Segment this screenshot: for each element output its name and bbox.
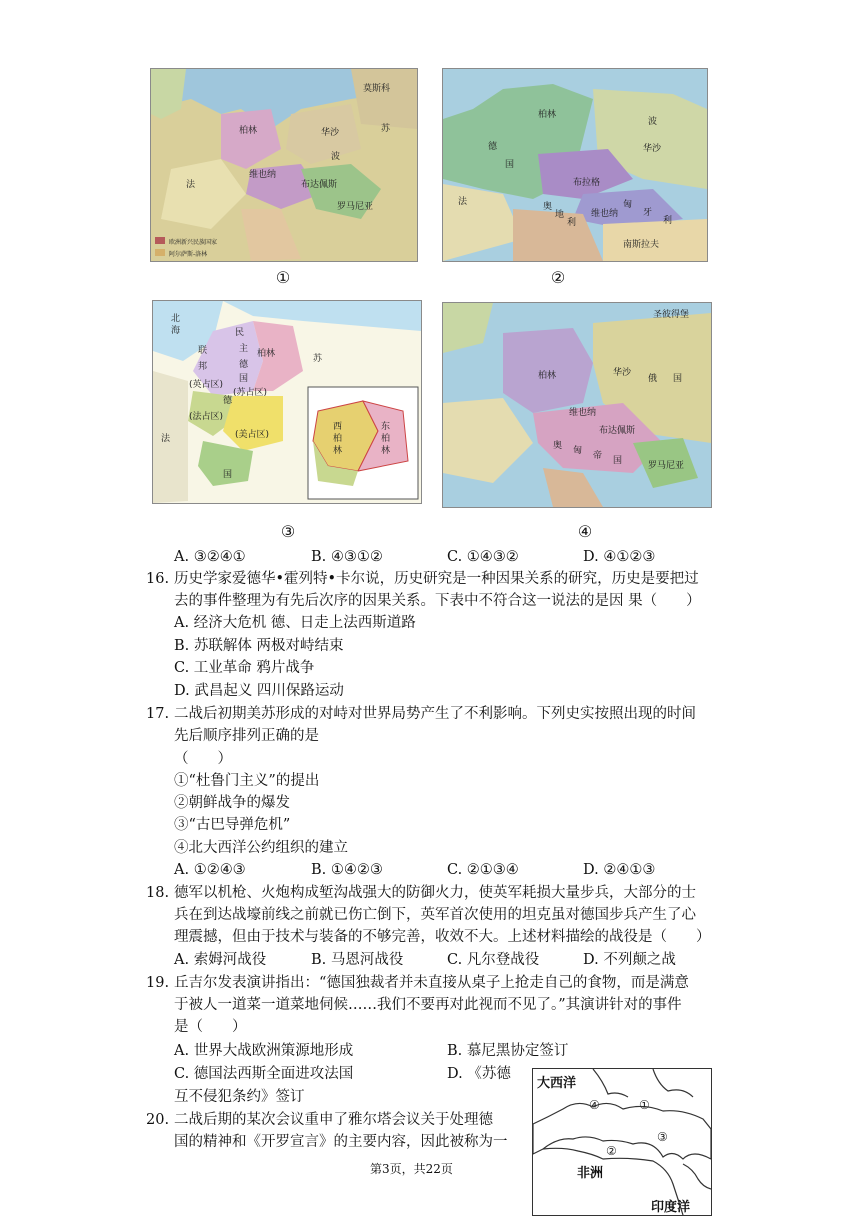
map-4-label: 帝	[593, 451, 603, 461]
map-2-label: 德	[488, 142, 498, 152]
q19-stem: 是（ ）	[174, 1019, 247, 1035]
map-2-label: 华沙	[643, 144, 662, 154]
q16-stem: 历史学家爱德华•霍列特•卡尔说，历史研究是一种因果关系的研究，历史是要把过	[174, 571, 699, 587]
map-1-label: 法	[186, 180, 196, 190]
map-1-legend: 欧洲新兴民族国家	[169, 239, 218, 246]
map-3-inset-label: 林	[381, 446, 391, 456]
map-2-label: 地	[555, 210, 565, 220]
map-2-label: 匈	[623, 200, 633, 210]
map-2-label: 奥	[543, 202, 553, 212]
q15-option-d: D. ④①②③	[583, 549, 656, 565]
map-3-label: 邦	[198, 362, 208, 372]
map-1-label: 波	[331, 152, 341, 162]
q17-item: ③“古巴导弹危机”	[174, 817, 291, 833]
q17-option-c: C. ②①③④	[447, 862, 519, 878]
map-5-label-atlantic: 大西洋	[537, 1076, 577, 1091]
map-1-label: 华沙	[321, 128, 340, 138]
map-3-label: 国	[239, 374, 249, 384]
map-1-caption: ①	[275, 268, 291, 287]
q19-number: 19.	[146, 975, 170, 991]
q18-option-c: C. 凡尔登战役	[447, 952, 540, 968]
map-3-label: (苏占区)	[233, 388, 268, 398]
map-2-caption: ②	[550, 268, 566, 287]
map-4-label: 华沙	[613, 368, 632, 378]
q19-option-d-cont: 互不侵犯条约》签订	[174, 1089, 305, 1105]
q17-item: ②朝鲜战争的爆发	[174, 795, 290, 811]
q17-stem: 先后顺序排列正确的是	[174, 728, 319, 744]
q20-stem: 二战后期的某次会议重申了雅尔塔会议关于处理德	[174, 1112, 493, 1128]
q17-item: ①“杜鲁门主义”的提出	[174, 773, 320, 789]
map-2-label: 维也纳	[591, 209, 619, 219]
map-3-label: 德	[239, 360, 249, 370]
q16-option-a: A. 经济大危机 德、日走上法西斯道路	[174, 615, 416, 631]
q19-option-a: A. 世界大战欧洲策源地形成	[174, 1043, 354, 1059]
map-5-marker-3: ③	[657, 1130, 668, 1144]
q18-stem: 理震撼，但由于技术与装备的不够完善，收效不大。上述材料描绘的战役是（ ）	[174, 929, 711, 945]
q17-item: ④北大西洋公约组织的建立	[174, 840, 348, 856]
map-4-label: 匈	[573, 446, 583, 456]
map-4-label: 布达佩斯	[599, 426, 636, 436]
map-5-label-africa: 非洲	[577, 1166, 604, 1181]
map-3-label: 海	[171, 326, 181, 336]
map-4-label: 罗马尼亚	[648, 461, 685, 471]
map-3	[152, 300, 422, 504]
q18-option-d: D. 不列颠之战	[583, 952, 676, 968]
q17-option-b: B. ①④②③	[311, 862, 383, 878]
q18-option-b: B. 马恩河战役	[311, 952, 404, 968]
q16-option-b: B. 苏联解体 两极对峙结束	[174, 638, 344, 654]
map-3-label: 主	[239, 344, 249, 354]
map-1-label: 布达佩斯	[301, 180, 338, 190]
map-1-label: 罗马尼亚	[337, 202, 374, 212]
map-4-label: 国	[673, 374, 683, 384]
q17-option-a: A. ①②④③	[174, 862, 246, 878]
map-1	[150, 68, 418, 262]
q19-option-d: D. 《苏德	[447, 1066, 511, 1082]
map-2-label: 柏林	[538, 110, 557, 120]
map-3-label: 德	[223, 396, 233, 406]
q19-stem: 丘吉尔发表演讲指出：“德国独裁者并未直接从桌子上抢走自己的食物，而是满意	[174, 975, 689, 991]
q18-stem: 德军以机枪、火炮构成堑沟战强大的防御火力，使英军耗损大量步兵，大部分的士	[174, 885, 696, 901]
q16-option-c: C. 工业革命 鸦片战争	[174, 660, 315, 676]
map-3-label: 北	[171, 314, 181, 324]
map-3-label: 联	[198, 346, 208, 356]
map-4-label: 柏林	[538, 371, 557, 381]
map-5-marker-2: ②	[606, 1144, 617, 1158]
map-2-label: 法	[458, 197, 468, 207]
q19-option-c: C. 德国法西斯全面进攻法国	[174, 1066, 354, 1082]
map-5	[532, 1068, 712, 1216]
q20-number: 20.	[146, 1112, 170, 1128]
map-4-label: 俄	[648, 374, 658, 384]
map-3-inset-label: 林	[333, 446, 343, 456]
page-footer: 第3页，共22页	[370, 1162, 453, 1176]
q17-stem: （ ）	[174, 751, 232, 767]
q16-option-d: D. 武昌起义 四川保路运动	[174, 683, 344, 699]
map-2-label: 波	[648, 117, 658, 127]
map-4-label: 奥	[553, 441, 563, 451]
map-3-label: (美占区)	[235, 430, 270, 440]
map-3-inset-label: 柏	[333, 434, 343, 444]
q15-option-a: A. ③②④①	[174, 549, 246, 565]
map-3-label: 法	[161, 434, 171, 444]
map-3-inset-label: 东	[381, 422, 391, 432]
map-4-label: 维也纳	[569, 408, 597, 418]
q16-number: 16.	[146, 571, 170, 587]
map-3-label: 苏	[313, 354, 323, 364]
map-1-label: 苏	[381, 124, 391, 134]
map-3-label: 国	[223, 470, 233, 480]
map-3-label: 柏林	[257, 349, 276, 359]
q15-option-c: C. ①④③②	[447, 549, 519, 565]
map-5-marker-1: ①	[639, 1098, 650, 1112]
map-3-label: (法占区)	[189, 412, 224, 422]
q18-stem: 兵在到达战壕前线之前就已伤亡倒下，英军首次使用的坦克虽对德国步兵产生了心	[174, 907, 696, 923]
map-4	[442, 302, 712, 508]
q19-stem: 于被人一道菜一道菜地伺候……我们不要再对此视而不见了。”其演讲针对的事件	[174, 997, 682, 1013]
q19-option-b: B. 慕尼黑协定签订	[447, 1043, 569, 1059]
map-4-label: 圣彼得堡	[653, 310, 690, 320]
map-3-label: (英占区)	[189, 380, 224, 390]
map-3-inset-label: 西	[333, 422, 343, 432]
q20-stem: 国的精神和《开罗宣言》的主要内容，因此被称为一	[174, 1134, 508, 1150]
map-2-label: 利	[663, 216, 673, 226]
map-3-inset-label: 柏	[381, 434, 391, 444]
map-5-marker-4: ④	[589, 1098, 600, 1112]
map-3-label: 民	[235, 328, 245, 338]
q16-stem: 去的事件整理为有先后次序的因果关系。下表中不符合这一说法的是因 果（ ）	[174, 593, 701, 609]
q18-number: 18.	[146, 885, 170, 901]
map-2	[442, 68, 708, 262]
map-1-label: 莫斯科	[363, 84, 391, 94]
q18-option-a: A. 索姆河战役	[174, 952, 267, 968]
map-4-label: 国	[613, 456, 623, 466]
q17-number: 17.	[146, 706, 170, 722]
map-2-label: 牙	[643, 208, 653, 218]
map-1-legend: 阿尔萨斯-洛林	[169, 251, 208, 258]
map-2-label: 国	[505, 160, 515, 170]
map-2-label: 南斯拉夫	[623, 240, 660, 250]
map-1-label: 维也纳	[249, 170, 277, 180]
map-2-label: 利	[567, 218, 577, 228]
map-1-label: 柏林	[239, 126, 258, 136]
q15-option-b: B. ④③①②	[311, 549, 383, 565]
q17-option-d: D. ②④①③	[583, 862, 656, 878]
map-5-label-indian-ocean: 印度洋	[651, 1200, 691, 1215]
map-2-label: 布拉格	[573, 178, 601, 188]
q17-stem: 二战后初期美苏形成的对峙对世界局势产生了不利影响。下列史实按照出现的时间	[174, 706, 696, 722]
map-3-caption: ③	[280, 522, 296, 541]
map-4-caption: ④	[577, 522, 593, 541]
